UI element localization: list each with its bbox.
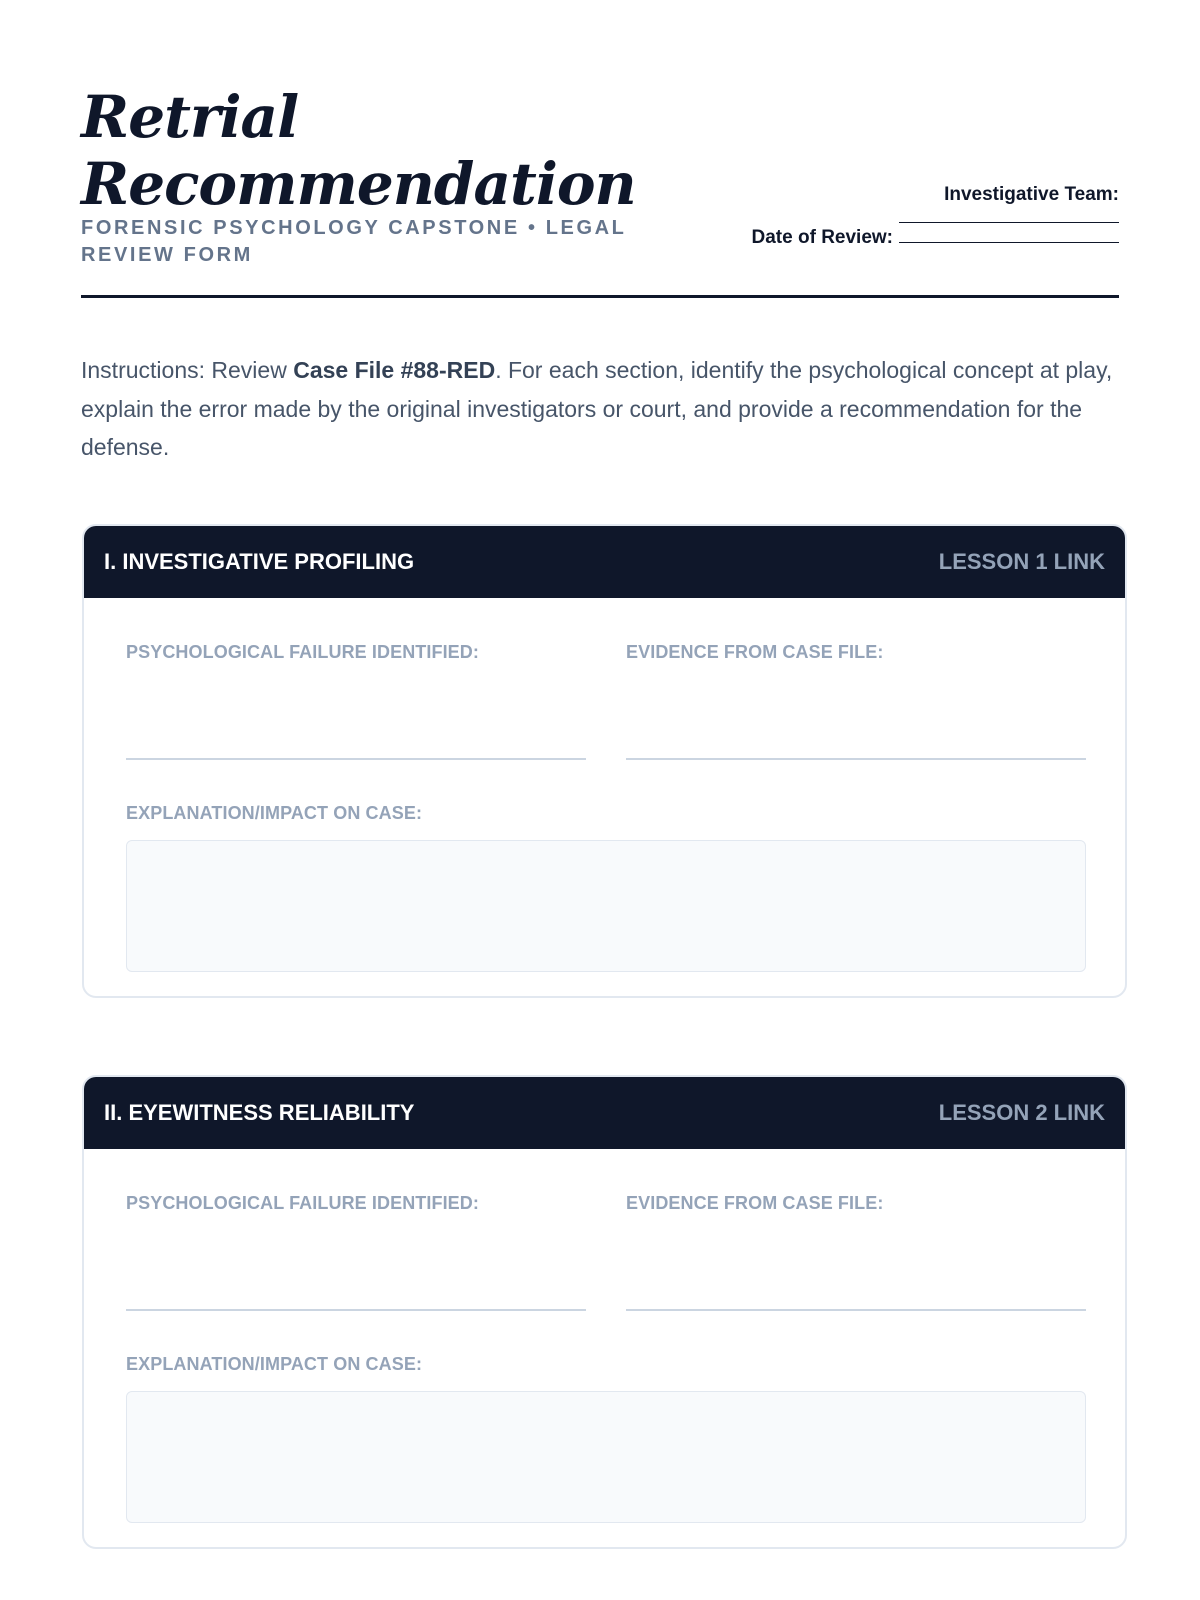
title-line-1: Retrial [81,83,299,151]
lesson-link[interactable]: LESSON 1 LINK [938,549,1105,574]
form-header [81,84,1119,298]
date-row [699,223,1119,252]
case-file-reference: Case File #88-RED [293,357,496,383]
failure-label: PSYCHOLOGICAL FAILURE IDENTIFIED: [126,1193,479,1213]
instructions-text [81,351,1119,467]
section-header [84,526,1125,598]
team-input-line[interactable] [899,209,1119,223]
instructions-prefix: Instructions: Review [81,357,294,383]
section-investigative-profiling [82,524,1127,998]
page-title [81,84,721,218]
team-row [699,180,1119,223]
header-divider [81,295,1119,298]
date-input-line[interactable] [899,227,1119,243]
evidence-label: EVIDENCE FROM CASE FILE: [626,1193,884,1213]
evidence-input-line[interactable] [626,758,1086,760]
evidence-input-line[interactable] [626,1309,1086,1311]
evidence-label: EVIDENCE FROM CASE FILE: [626,642,884,662]
date-label: Date of Review: [751,227,893,248]
instructions-suffix: . For each section, identify the psychological concept at play, explain the error made by the original investigators or court, and provide a recommendation for the defense. [81,357,1113,460]
section-title: II. EYEWITNESS RELIABILITY [104,1100,415,1125]
failure-input-line[interactable] [126,758,586,760]
title-line-2: Recommendation [81,150,636,218]
section-title: I. INVESTIGATIVE PROFILING [104,549,415,574]
explanation-textbox[interactable] [126,1391,1086,1523]
header-meta [699,180,1119,252]
explanation-textbox[interactable] [126,840,1086,972]
failure-label: PSYCHOLOGICAL FAILURE IDENTIFIED: [126,642,479,662]
explanation-label: EXPLANATION/IMPACT ON CASE: [126,1354,423,1374]
lesson-link[interactable]: LESSON 2 LINK [938,1100,1105,1125]
team-label: Investigative Team: [944,184,1119,205]
page-subtitle: FORENSIC PSYCHOLOGY CAPSTONE • LEGAL REVIEW FORM [81,217,627,266]
explanation-label: EXPLANATION/IMPACT ON CASE: [126,803,423,823]
failure-input-line[interactable] [126,1309,586,1311]
section-eyewitness-reliability [82,1075,1127,1549]
section-header [84,1077,1125,1149]
